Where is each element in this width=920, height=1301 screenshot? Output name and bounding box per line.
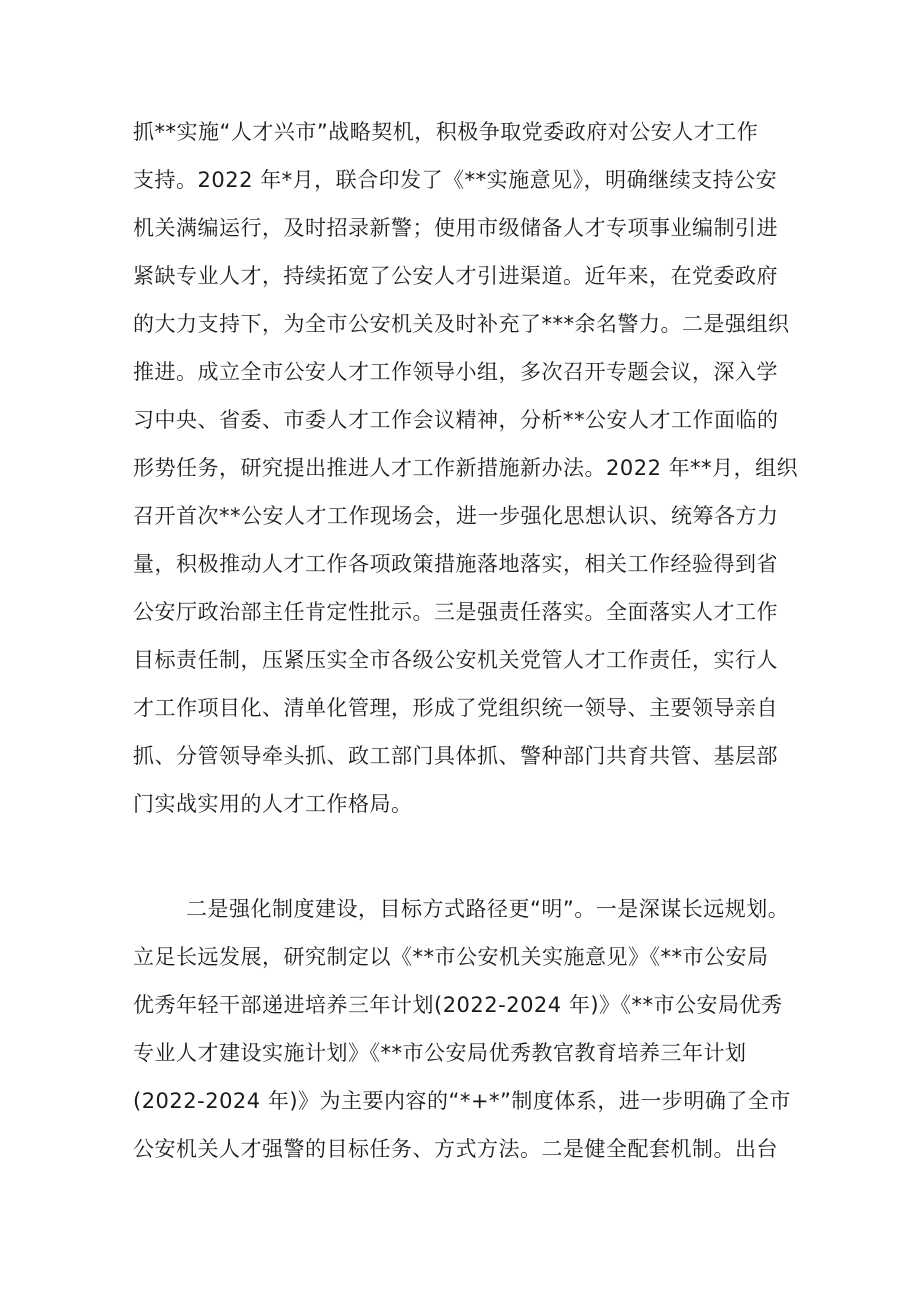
paragraph-1-line: 抓**实施“人才兴市”战略契机，积极争取党委政府对公安人才工作 [133,120,759,144]
paragraph-2-line: 公安机关人才强警的目标任务、方式方法。二是健全配套机制。出台 [133,1137,778,1161]
paragraph-1-line: 目标责任制，压紧压实全市各级公安机关党管人才工作责任，实行人 [133,648,778,672]
paragraph-1-line: 习中央、省委、市委人才工作会议精神，分析**公安人才工作面临的 [133,408,779,432]
paragraph-1-line: 量，积极推动人才工作各项政策措施落地落实，相关工作经验得到省 [133,552,778,576]
paragraph-1-line: 推进。成立全市公安人才工作领导小组，多次召开专题会议，深入学 [133,360,778,384]
paragraph-2-line: 立足长远发展，研究制定以《**市公安机关实施意见》《**市公安局 [133,945,769,969]
paragraph-1-line: 召开首次**公安人才工作现场会，进一步强化思想认识、统筹各方力 [133,504,779,528]
paragraph-2-line: 优秀年轻干部递进培养三年计划(2022-2024 年)》《**市公安局优秀 [133,993,783,1017]
paragraph-1-line: 形势任务，研究提出推进人才工作新措施新办法。2022 年**月，组织 [133,456,799,480]
paragraph-1-line: 才工作项目化、清单化管理，形成了党组织统一领导、主要领导亲自 [133,696,778,720]
paragraph-1-line: 门实战实用的人才工作格局。 [133,792,413,816]
paragraph-1-line: 公安厅政治部主任肯定性批示。三是强责任落实。全面落实人才工作 [133,600,778,624]
paragraph-2-line: (2022-2024 年)》为主要内容的“*+*”制度体系，进一步明确了全市 [133,1089,791,1113]
paragraph-2-line: 专业人才建设实施计划》《**市公安局优秀教官教育培养三年计划 [133,1041,747,1065]
paragraph-1-line: 抓、分管领导牵头抓、政工部门具体抓、警种部门共育共管、基层部 [133,744,778,768]
paragraph-1-line: 的大力支持下，为全市公安机关及时补充了***余名警力。二是强组织 [133,312,790,336]
paragraph-1-line: 支持。2022 年*月，联合印发了《**实施意见》，明确继续支持公安 [133,168,778,192]
paragraph-1-line: 机关满编运行，及时招录新警；使用市级储备人才专项事业编制引进 [133,216,778,240]
paragraph-1-line: 紧缺专业人才，持续拓宽了公安人才引进渠道。近年来，在党委政府 [133,264,778,288]
paragraph-2-line: 二是强化制度建设，目标方式路径更“明”。一是深谋长远规划。 [186,897,790,921]
